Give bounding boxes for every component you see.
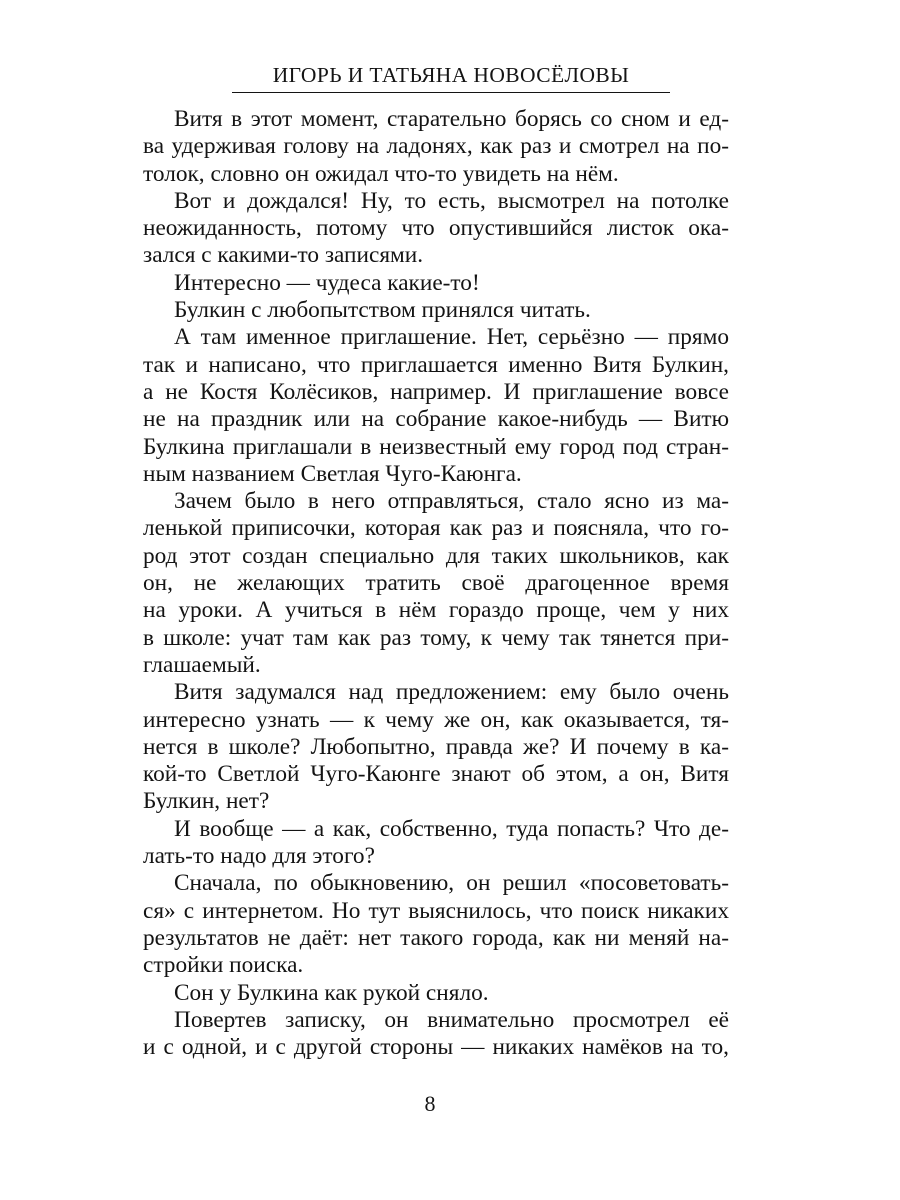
text-line: результатов не даёт: нет такого города, как ни меняй на- <box>143 924 729 951</box>
text-line: глашаемый. <box>143 651 261 678</box>
text-line: на уроки. А учиться в нём гораздо проще, чем у них <box>143 597 729 624</box>
text-line: зался с какими-то записями. <box>143 242 424 269</box>
text-line: Сначала, по обыкновению, он решил «посоветовать- <box>174 870 729 897</box>
text-line: ся» с интернетом. Но тут выяснилось, что поиск никаких <box>143 897 729 924</box>
text-line: Витя задумался над предложением: ему было очень <box>174 679 729 706</box>
text-line: не на праздник или на собрание какое-нибудь — Витю <box>143 406 729 433</box>
text-line: Повертев записку, он внимательно просмотрел её <box>174 1006 729 1033</box>
header-rule <box>232 92 670 93</box>
text-line: ным названием Светлая Чуго-Каюнга. <box>143 460 522 487</box>
text-line: так и написано, что приглашается именно Витя Булкин, <box>143 351 729 378</box>
text-line: нется в школе? Любопытно, правда же? И почему в ка- <box>143 733 729 760</box>
page-number: 8 <box>424 1091 436 1116</box>
text-line: кой-то Светлой Чуго-Каюнге знают об этом, а он, Витя <box>143 761 729 788</box>
text-line: род этот создан специально для таких школьников, как <box>143 542 729 569</box>
text-line: интересно узнать — к чему же он, как оказывается, тя- <box>143 706 729 733</box>
text-line: Интересно — чудеса какие-то! <box>174 269 480 296</box>
text-line: Зачем было в него отправляться, стало ясно из ма- <box>174 488 729 515</box>
text-line: в школе: учат там как раз тому, к чему так тянется при- <box>143 624 729 651</box>
text-line: а не Костя Колёсиков, например. И приглашение вовсе <box>143 378 729 405</box>
text-line: ва удерживая голову на ладонях, как раз и смотрел на по- <box>143 133 729 160</box>
text-line: Вот и дождался! Ну, то есть, высмотрел на потолке <box>174 187 729 214</box>
text-line: он, не желающих тратить своё драгоценное время <box>143 570 729 597</box>
text-line: И вообще — а как, собственно, туда попасть? Что де- <box>174 815 729 842</box>
text-line: и с одной, и с другой стороны — никаких намёков на то, <box>143 1034 729 1061</box>
text-line: Булкин, нет? <box>143 788 270 815</box>
text-line: ленькой приписочки, которая как раз и поясняла, что го- <box>143 515 729 542</box>
text-line: неожиданность, потому что опустившийся листок ока- <box>143 215 729 242</box>
page-text <box>143 106 729 1061</box>
running-header: ИГОРЬ И ТАТЬЯНА НОВОСЁЛОВЫ <box>272 63 630 87</box>
text-line: Булкина приглашали в неизвестный ему город под стран- <box>143 433 729 460</box>
text-line: А там именное приглашение. Нет, серьёзно — прямо <box>174 324 729 351</box>
text-line: стройки поиска. <box>143 952 304 979</box>
text-line: Булкин с любопытством принялся читать. <box>174 297 591 324</box>
text-line: Витя в этот момент, старательно борясь со сном и ед- <box>174 106 729 132</box>
text-line: толок, словно он ожидал что-то увидеть на нём. <box>143 160 619 187</box>
text-line: Сон у Булкина как рукой сняло. <box>174 979 489 1006</box>
text-line: лать-то надо для этого? <box>143 843 375 870</box>
